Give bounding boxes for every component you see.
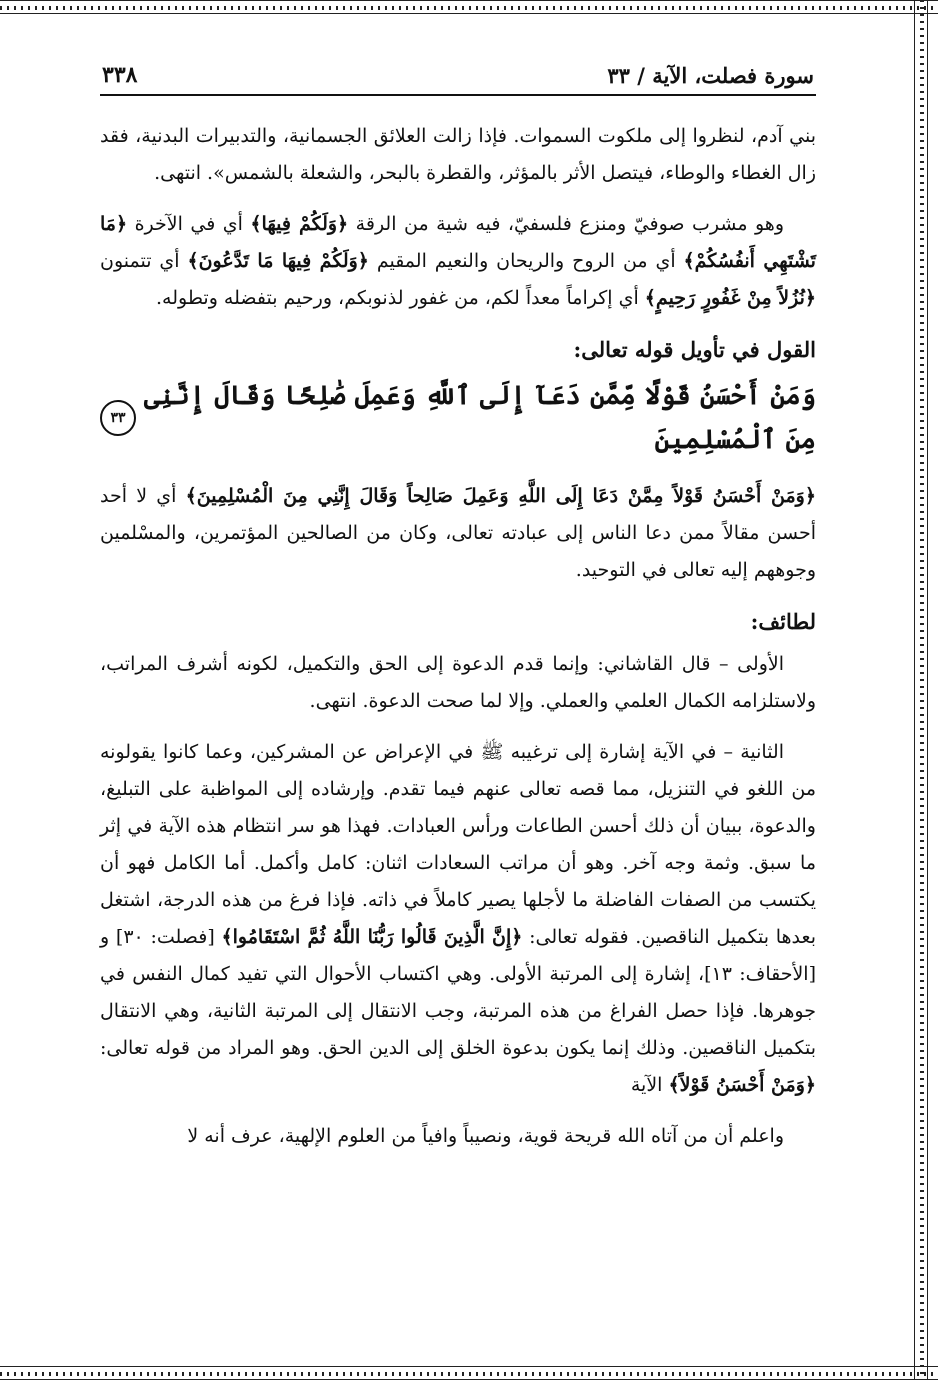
verse-block xyxy=(100,374,816,462)
decorative-border-top xyxy=(0,0,938,14)
quran-quote: ﴿إِنَّ الَّذِينَ قَالُوا رَبُّنَا اللَّهُ ثُمَّ اسْتَقَامُوا﴾ xyxy=(221,926,523,948)
paragraph-5 xyxy=(100,734,816,1104)
decorative-border-right xyxy=(914,0,928,1380)
paragraph-2 xyxy=(100,206,816,317)
text-run: أي من الروح والريحان والنعيم المقيم xyxy=(368,250,684,272)
body-text xyxy=(100,118,816,1155)
quran-quote: ﴿وَلَكُمْ فِيهَا﴾ xyxy=(250,213,349,235)
text-run: أي لا أحد أحسن مقالاً ممن دعا الناس إلى عبادته تعالى، وكان من الصالحين المؤتمرين، والمسْلمين وجوههم إليه تعالى في التوحيد. xyxy=(100,485,816,581)
page xyxy=(100,40,816,1169)
quran-quote: ﴿وَمَنْ أَحْسَنُ قَوْلاً﴾ xyxy=(668,1074,816,1096)
text-run: الآية xyxy=(630,1074,669,1096)
running-head xyxy=(100,40,816,96)
text-run: أي إكراماً معداً لكم، من غفور لذنوبكم، ورحيم بتفضله وتطوله. xyxy=(156,287,645,309)
page-number: ٣٣٨ xyxy=(102,62,138,88)
section-heading-interpretation: القول في تأويل قوله تعالى: xyxy=(573,337,816,362)
text-run: أي تتمنون xyxy=(100,250,188,272)
text-run: وهو مشرب صوفيّ ومنزع فلسفيّ، فيه شية من الرقة xyxy=(348,213,785,235)
surah-title: سورة فصلت، الآية / ٣٣ xyxy=(607,63,814,88)
section-heading-subtleties: لطائف: xyxy=(750,609,816,634)
text-run: الثانية – في الآية إشارة إلى ترغيبه ﷺ في الإعراض عن المشركين، وعما كانوا يقولونه من اللغو في التنزيل، مما قصه تعالى عنهم فيما تقدم. وإرشاده إلى المواظبة على التبليغ، والدعوة، ببيان أن ذلك أحسن الطاعات ورأس العبادات. فهذا هو سر انتظام هذه الآية في إثر ما سبق. وثمة وجه آخر. وهو أن مراتب السعادات اثنان: كامل وأكمل. أما الكامل فهو أن يكتسب من الصفات الفاضلة ما لأجلها يصير كاملاً في ذاته. فإذا فرغ من هذه الدرجة، اشتغل بعدها بتكميل الناقصين. فقوله تعالى: xyxy=(100,741,816,948)
quran-quote: ﴿وَمَنْ أَحْسَنُ قَوْلاً مِمَّنْ دَعَا إِلَى اللَّهِ وَعَمِلَ صَالِحاً وَقَالَ إِنَّنِي مِنَ الْمُسْلِمِينَ﴾ xyxy=(185,485,816,507)
paragraph-3 xyxy=(100,478,816,589)
verse-number-marker: ٣٣ xyxy=(100,400,136,436)
paragraph-4: الأولى – قال القاشاني: وإنما قدم الدعوة إلى الحق والتكميل، لكونه أشرف المراتب، ولاستلزامه الكمال العلمي والعملي. وإلا لما صحت الدعوة. انتهى. xyxy=(100,653,816,712)
text-run: [فصلت: ٣٠] و [الأحقاف: ١٣]، إشارة إلى المرتبة الأولى. وهي اكتساب الأحوال التي تفيد كمال النفس في جوهرها. فإذا حصل الفراغ من هذه المرتبة، وجب الانتقال إلى المرتبة الثانية، وهي الانتقال بتكميل الناقصين. وذلك إنما يكون بدعوة الخلق إلى الدين الحق. وهو المراد من قوله تعالى: xyxy=(100,926,817,1059)
quran-quote: ﴿نُزُلاً مِنْ غَفُورٍ رَحِيمٍ﴾ xyxy=(644,287,816,309)
text-run: أي في الآخرة xyxy=(127,213,251,235)
quran-quote: ﴿مَا تَشْتَهِي أَنفُسُكُمْ﴾ xyxy=(100,213,816,272)
quran-quote: ﴿وَلَكُمْ فِيهَا مَا تَدَّعُونَ﴾ xyxy=(187,250,369,272)
decorative-border-bottom xyxy=(0,1366,938,1380)
paragraph-1: بني آدم، لنظروا إلى ملكوت السموات. فإذا زالت العلائق الجسمانية، والتدبيرات البدنية، فقد زال الغطاء والوطاء، فيتصل الأثر بالمؤثر، والقطرة بالبحر، والشعلة بالشمس». انتهى. xyxy=(100,125,816,184)
verse-text: وَمَنْ أَحْسَنُ قَوْلًا مِّمَّن دَعَآ إِلَى ٱللَّهِ وَعَمِلَ صَٰلِحًا وَقَالَ إِنَّنِى مِنَ ٱلْمُسْلِمِينَ xyxy=(144,381,816,455)
paragraph-6: واعلم أن من آتاه الله قريحة قوية، ونصيباً وافياً من العلوم الإلهية، عرف أنه لا xyxy=(187,1125,784,1147)
